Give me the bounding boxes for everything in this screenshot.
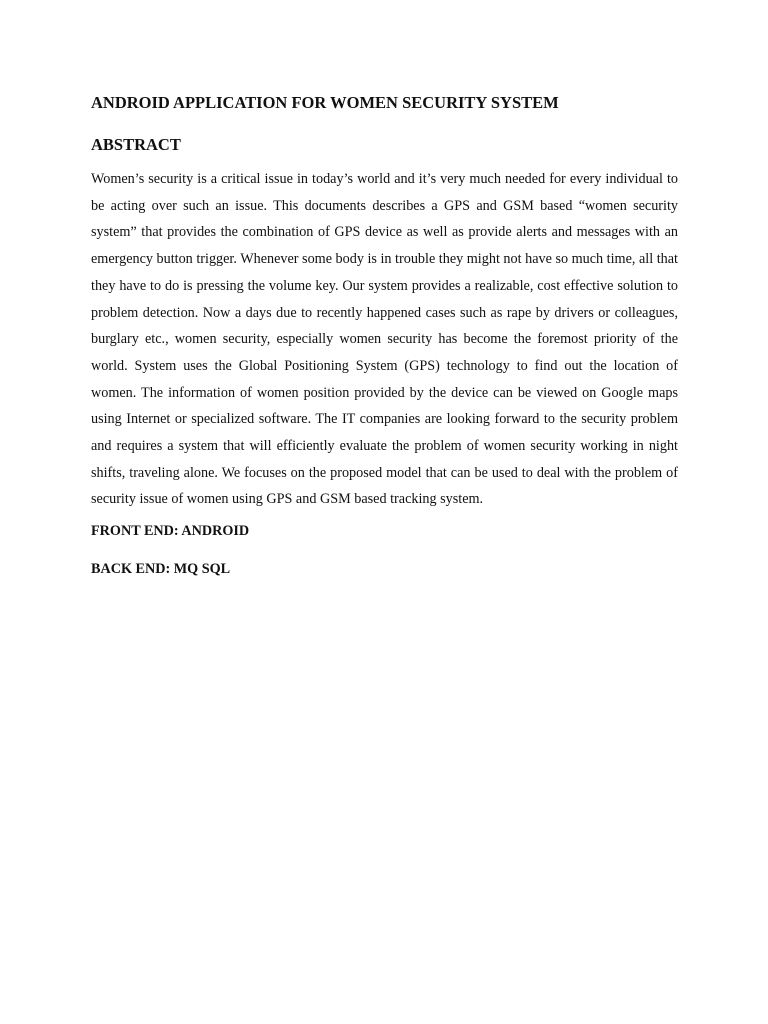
document-title: ANDROID APPLICATION FOR WOMEN SECURITY SYSTEM	[91, 93, 559, 112]
back-end-label: BACK END: MQ SQL	[91, 561, 231, 578]
front-end-label: FRONT END: ANDROID	[91, 523, 250, 540]
document-content	[91, 92, 678, 597]
abstract-heading: ABSTRACT	[91, 135, 181, 154]
abstract-paragraph: Women’s security is a critical issue in today’s world and it’s very much needed for every individual to be acting over such an issue. This documents describes a GPS and GSM based “women security system” that provides the combination of GPS device as well as provide alerts and messages with an emergency button trigger. Whenever some body is in trouble they might not have so much time, all that they have to do is pressing the volume key. Our system provides a realizable, cost effective solution to problem detection. Now a days due to recently happened cases such as rape by drivers or colleagues, burglary etc., women security, especially women security has become the foremost priority of the world. System uses the Global Positioning System (GPS) technology to find out the location of women. The information of women position provided by the device can be viewed on Google maps using Internet or specialized software. The IT companies are looking forward to the security problem and requires a system that will efficiently evaluate the problem of women security working in night shifts, traveling alone. We focuses on the proposed model that can be used to deal with the problem of security issue of women using GPS and GSM based tracking system.	[91, 171, 678, 508]
